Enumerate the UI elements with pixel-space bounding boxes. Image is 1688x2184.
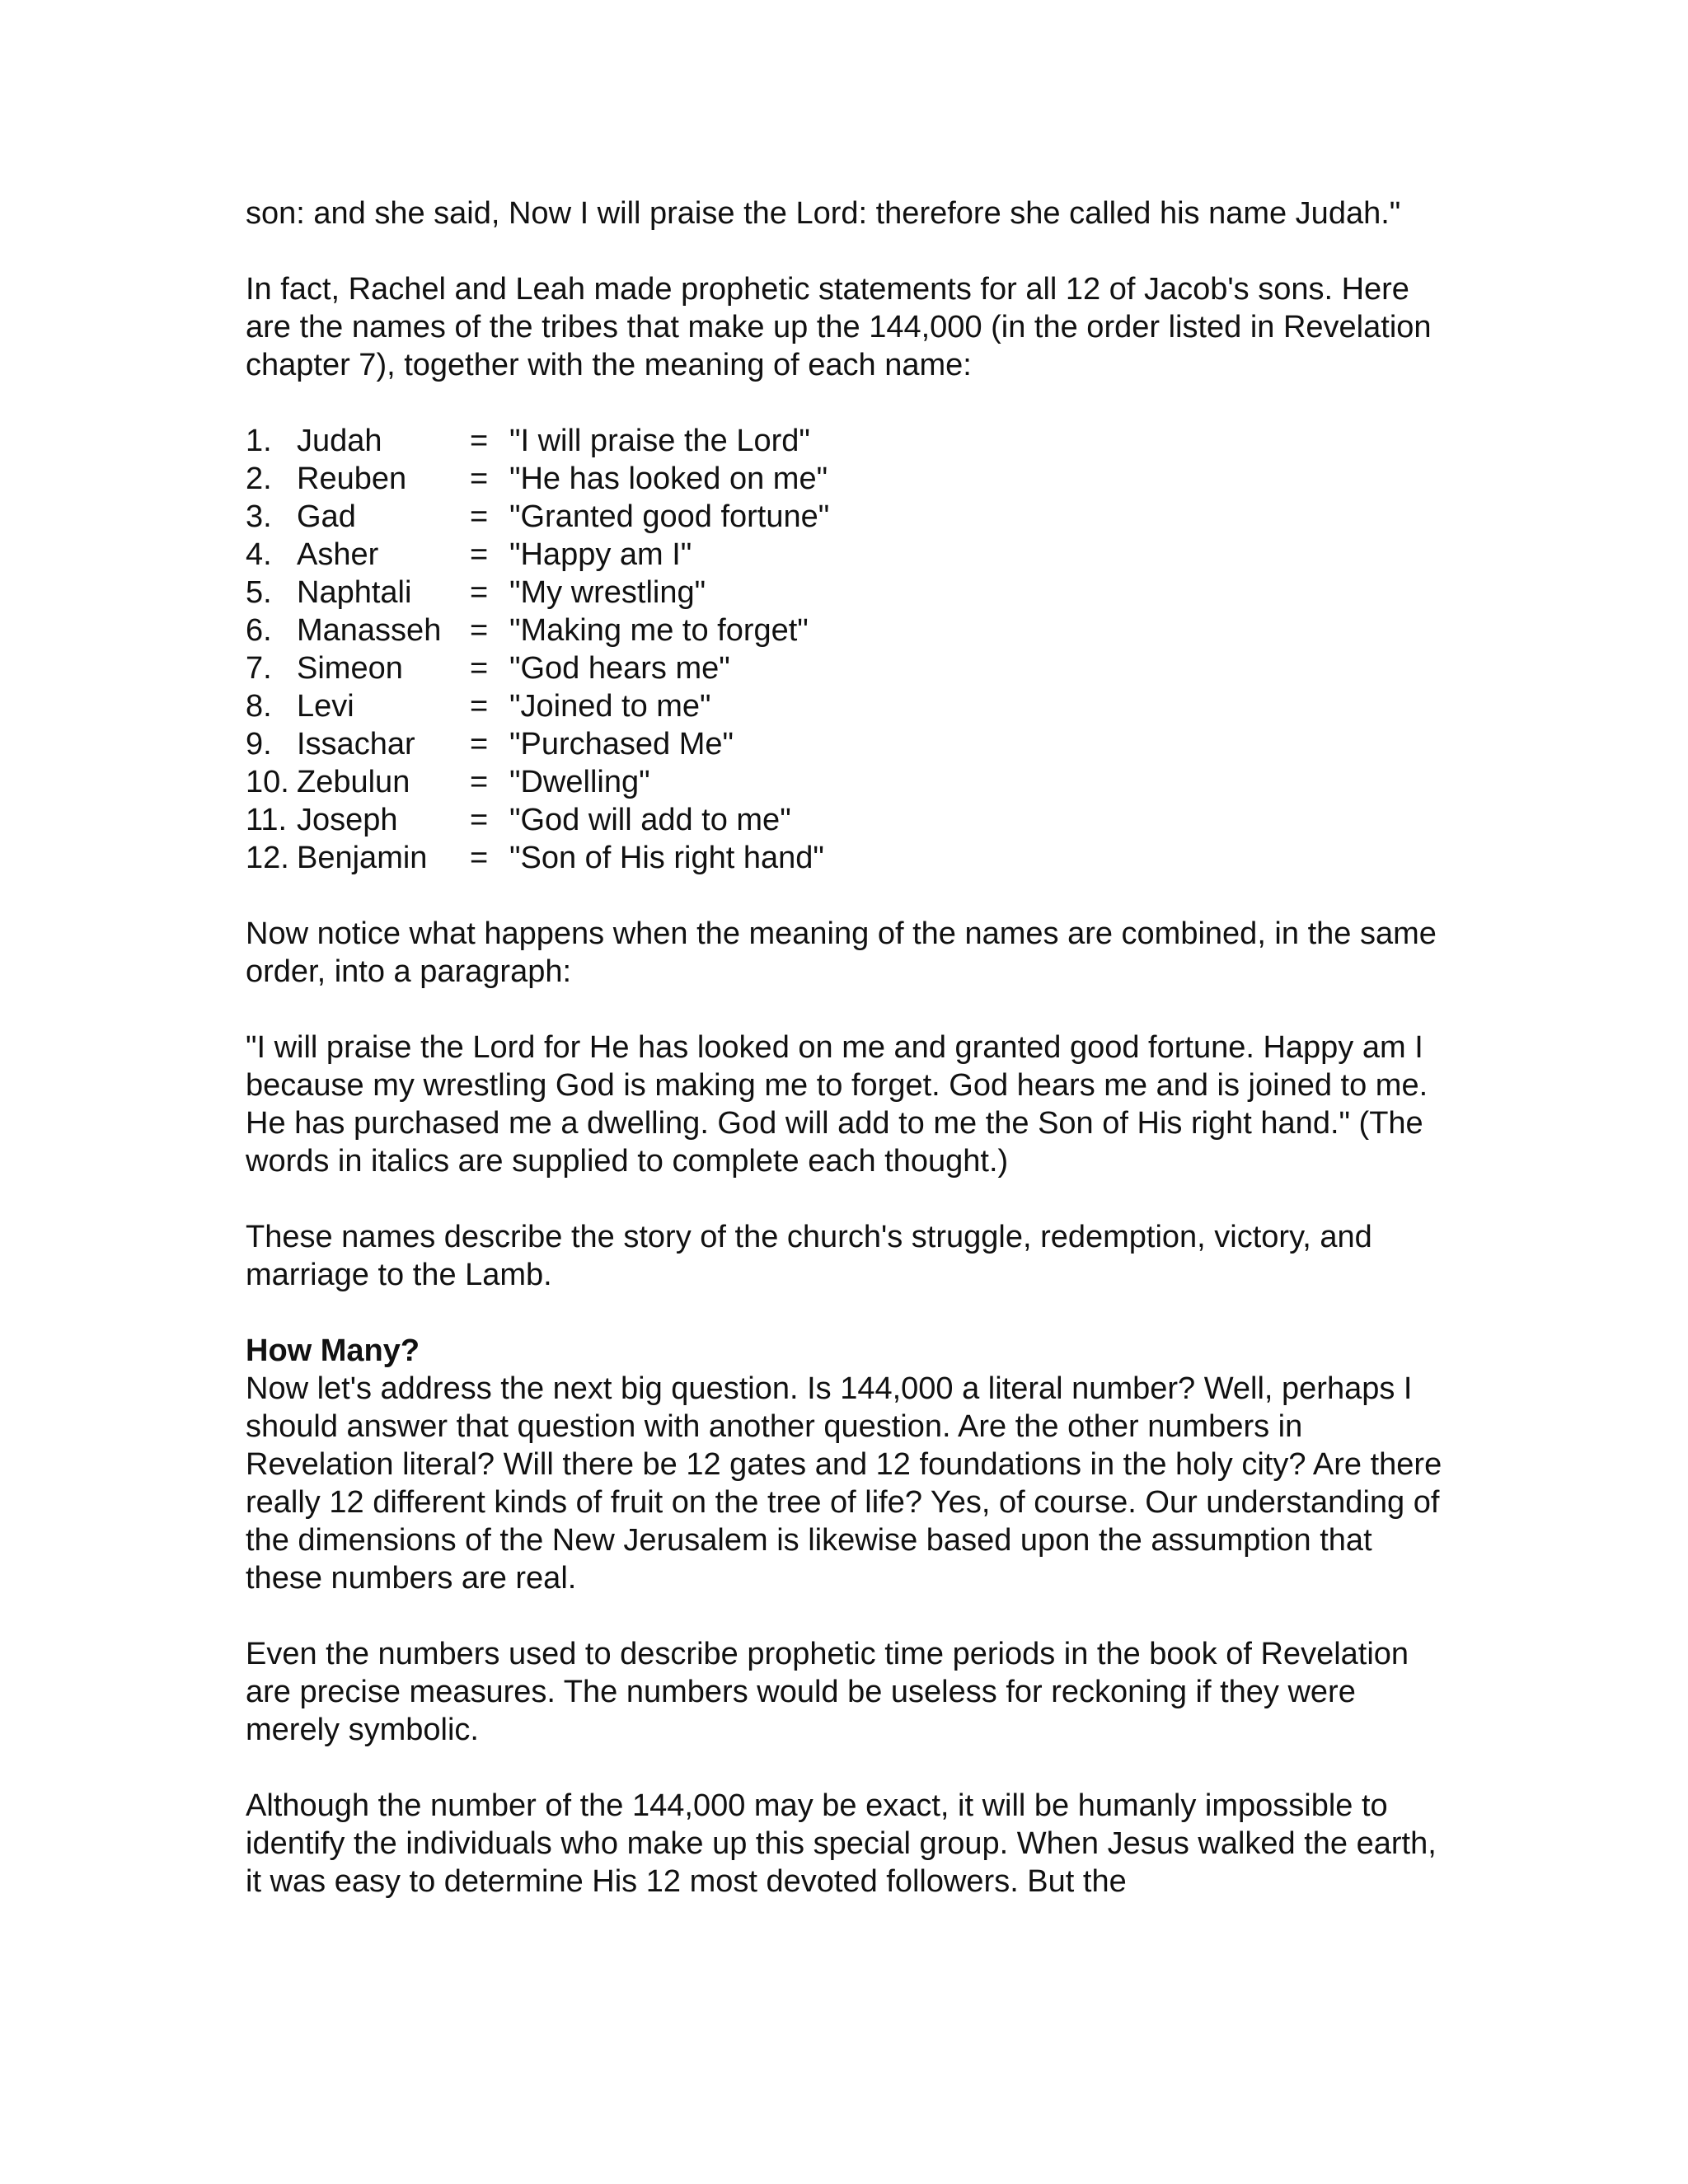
equals-sign: = [470, 689, 489, 724]
paragraph-identify-individuals: Although the number of the 144,000 may be exact, it will be humanly impossible to identify the individuals who make up this special group. When Jesus walked the earth, it was easy to determine His 12 most devoted followers. But the [246, 1788, 1437, 1899]
tribe-row [246, 460, 1449, 498]
tribe-row [246, 839, 1449, 877]
equals-sign: = [470, 424, 489, 458]
equals-sign: = [470, 537, 489, 572]
paragraph-literal-number: Now let's address the next big question. Is 144,000 a literal number? Well, perhaps I should answer that question with another question. Are the other numbers in Revelation literal? Will there be 12 gates and 12 foundations in the holy city? Are there really 12 different kinds of fruit on the tree of life? Yes, of course. Our understanding of the dimensions of the New Jerusalem is likewise based upon the assumption that these numbers are real. [246, 1371, 1442, 1596]
document-page [246, 194, 1449, 1900]
tribe-row [246, 422, 1449, 460]
tribe-name: Judah [297, 424, 382, 458]
equals-sign: = [470, 462, 489, 496]
tribe-number: 9. [246, 727, 272, 762]
tribe-number: 6. [246, 613, 272, 648]
tribe-name: Asher [297, 537, 379, 572]
tribe-name: Reuben [297, 462, 407, 496]
tribe-number: 10. [246, 765, 289, 799]
tribe-meaning: "God hears me" [509, 651, 730, 686]
tribe-row [246, 536, 1449, 574]
tribe-row [246, 612, 1449, 649]
tribe-number: 3. [246, 499, 272, 534]
tribe-number: 2. [246, 462, 272, 496]
paragraph-combined-meaning: "I will praise the Lord for He has looked on me and granted good fortune. Happy am I because my wrestling God is making me to forget. God hears me and is joined to me. He has purchased me a dwelling. God will add to me the Son of His right hand." (The words in italics are supplied to complete each thought.) [246, 1030, 1428, 1179]
tribe-name: Joseph [297, 803, 398, 837]
tribe-name: Gad [297, 499, 356, 534]
paragraph-judah-quote: son: and she said, Now I will praise the Lord: therefore she called his name Judah." [246, 196, 1401, 231]
tribe-meaning: "Joined to me" [509, 689, 711, 724]
equals-sign: = [470, 765, 489, 799]
equals-sign: = [470, 613, 489, 648]
paragraph-church-story: These names describe the story of the church's struggle, redemption, victory, and marriage to the Lamb. [246, 1220, 1372, 1292]
paragraph-prophetic-time: Even the numbers used to describe prophetic time periods in the book of Revelation are precise measures. The numbers would be useless for reckoning if they were merely symbolic. [246, 1637, 1409, 1747]
tribe-meaning: "My wrestling" [509, 575, 706, 610]
equals-sign: = [470, 841, 489, 875]
equals-sign: = [470, 727, 489, 762]
equals-sign: = [470, 803, 489, 837]
paragraph-notice: Now notice what happens when the meaning of the names are combined, in the same order, into a paragraph: [246, 916, 1437, 989]
tribe-number: 8. [246, 689, 272, 724]
tribe-number: 11. [246, 803, 288, 837]
tribe-row [246, 687, 1449, 725]
tribe-meaning: "I will praise the Lord" [509, 424, 810, 458]
tribe-number: 12. [246, 841, 289, 875]
tribe-meaning: "Dwelling" [509, 765, 650, 799]
section-heading: How Many? [246, 1333, 420, 1368]
tribe-number: 5. [246, 575, 272, 610]
tribe-meaning: "Son of His right hand" [509, 841, 824, 875]
tribe-name: Naphtali [297, 575, 412, 610]
tribe-row [246, 763, 1449, 801]
tribe-row [246, 725, 1449, 763]
equals-sign: = [470, 499, 489, 534]
equals-sign: = [470, 651, 489, 686]
tribe-row [246, 801, 1449, 839]
tribe-list [246, 422, 1449, 877]
tribe-meaning: "Happy am I" [509, 537, 692, 572]
tribe-name: Zebulun [297, 765, 410, 799]
tribe-number: 7. [246, 651, 272, 686]
tribe-row [246, 574, 1449, 612]
tribe-meaning: "Making me to forget" [509, 613, 809, 648]
tribe-meaning: "Granted good fortune" [509, 499, 830, 534]
equals-sign: = [470, 575, 489, 610]
tribe-meaning: "Purchased Me" [509, 727, 734, 762]
tribe-name: Simeon [297, 651, 403, 686]
tribe-row [246, 498, 1449, 536]
tribe-number: 1. [246, 424, 272, 458]
tribe-meaning: "God will add to me" [509, 803, 791, 837]
paragraph-intro-tribes: In fact, Rachel and Leah made prophetic statements for all 12 of Jacob's sons. Here are the names of the tribes that make up the 144,000 (in the order listed in Revelation chapter 7), together with the meaning of each name: [246, 272, 1432, 382]
tribe-row [246, 649, 1449, 687]
tribe-name: Manasseh [297, 613, 442, 648]
tribe-name: Levi [297, 689, 354, 724]
tribe-number: 4. [246, 537, 272, 572]
tribe-name: Issachar [297, 727, 415, 762]
tribe-name: Benjamin [297, 841, 428, 875]
tribe-meaning: "He has looked on me" [509, 462, 828, 496]
